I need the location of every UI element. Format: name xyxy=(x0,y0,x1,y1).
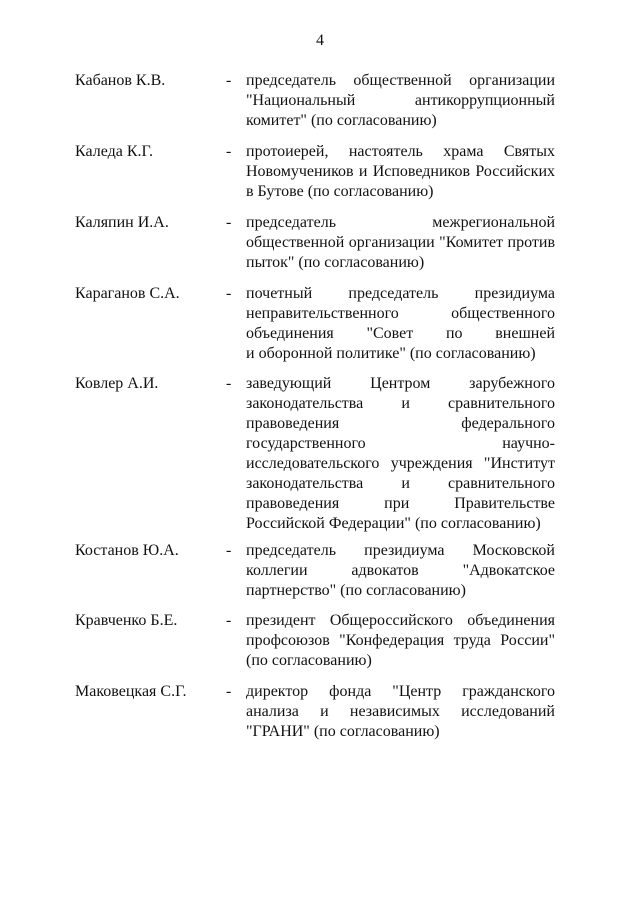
description-line: заведующий Центром зарубежного xyxy=(246,375,555,392)
description-line: пыток" (по согласованию) xyxy=(246,254,425,271)
description-line: и оборонной политике" (по согласованию) xyxy=(246,345,536,362)
description-line: законодательства и сравнительного xyxy=(246,475,555,492)
description-line: коллегии адвокатов "Адвокатское xyxy=(246,562,555,579)
description-line: "Национальный антикоррупционный xyxy=(246,92,555,109)
member-description xyxy=(246,611,555,671)
description-line: протоиерей, настоятель храма Святых xyxy=(246,143,555,160)
description-line: профсоюзов "Конфедерация труда России" xyxy=(246,632,555,649)
dash-separator: - xyxy=(226,285,232,302)
member-name: Караганов С.А. xyxy=(75,285,180,302)
description-line: Новомучеников и Исповедников Российских xyxy=(246,163,555,180)
member-name: Ковлер А.И. xyxy=(75,375,159,392)
dash-separator: - xyxy=(226,683,232,700)
member-description xyxy=(246,682,555,742)
dash-separator: - xyxy=(226,375,232,392)
description-line: почетный председатель президиума xyxy=(246,285,555,302)
description-line: Российской Федерации" (по согласованию) xyxy=(246,515,541,532)
description-line: партнерство" (по согласованию) xyxy=(246,582,466,599)
member-name: Кравченко Б.Е. xyxy=(75,612,178,629)
description-line: председатель президиума Московской xyxy=(246,542,555,559)
member-name: Кабанов К.В. xyxy=(75,72,166,89)
description-line: правоведения федерального xyxy=(246,415,555,432)
description-line: "ГРАНИ" (по согласованию) xyxy=(246,723,440,740)
dash-separator: - xyxy=(226,612,232,629)
member-name: Каледа К.Г. xyxy=(75,143,153,160)
member-description xyxy=(246,541,555,601)
description-line: (по согласованию) xyxy=(246,652,372,669)
description-line: объединения "Совет по внешней xyxy=(246,325,555,342)
page-number: 4 xyxy=(316,32,324,49)
member-name: Каляпин И.А. xyxy=(75,214,169,231)
description-line: президент Общероссийского объединения xyxy=(246,612,555,629)
description-line: комитет" (по согласованию) xyxy=(246,112,437,129)
description-line: анализа и независимых исследований xyxy=(246,703,555,720)
description-line: общественной организации "Комитет против xyxy=(246,234,555,251)
dash-separator: - xyxy=(226,542,232,559)
member-description xyxy=(246,213,555,273)
description-line: государственного научно- xyxy=(246,435,555,452)
description-line: в Бутове (по согласованию) xyxy=(246,183,434,200)
dash-separator: - xyxy=(226,72,232,89)
member-name: Костанов Ю.А. xyxy=(75,542,179,559)
description-line: директор фонда "Центр гражданского xyxy=(246,683,555,700)
member-description xyxy=(246,284,555,364)
description-line: председатель межрегиональной xyxy=(246,214,555,231)
member-name: Маковецкая С.Г. xyxy=(75,683,187,700)
member-description xyxy=(246,374,555,534)
description-line: исследовательского учреждения "Институт xyxy=(246,455,555,472)
description-line: правоведения при Правительстве xyxy=(246,495,555,512)
member-description xyxy=(246,71,555,131)
member-description xyxy=(246,142,555,202)
description-line: председатель общественной организации xyxy=(246,72,555,89)
dash-separator: - xyxy=(226,143,232,160)
description-line: законодательства и сравнительного xyxy=(246,395,555,412)
description-line: неправительственного общественного xyxy=(246,305,555,322)
dash-separator: - xyxy=(226,214,232,231)
